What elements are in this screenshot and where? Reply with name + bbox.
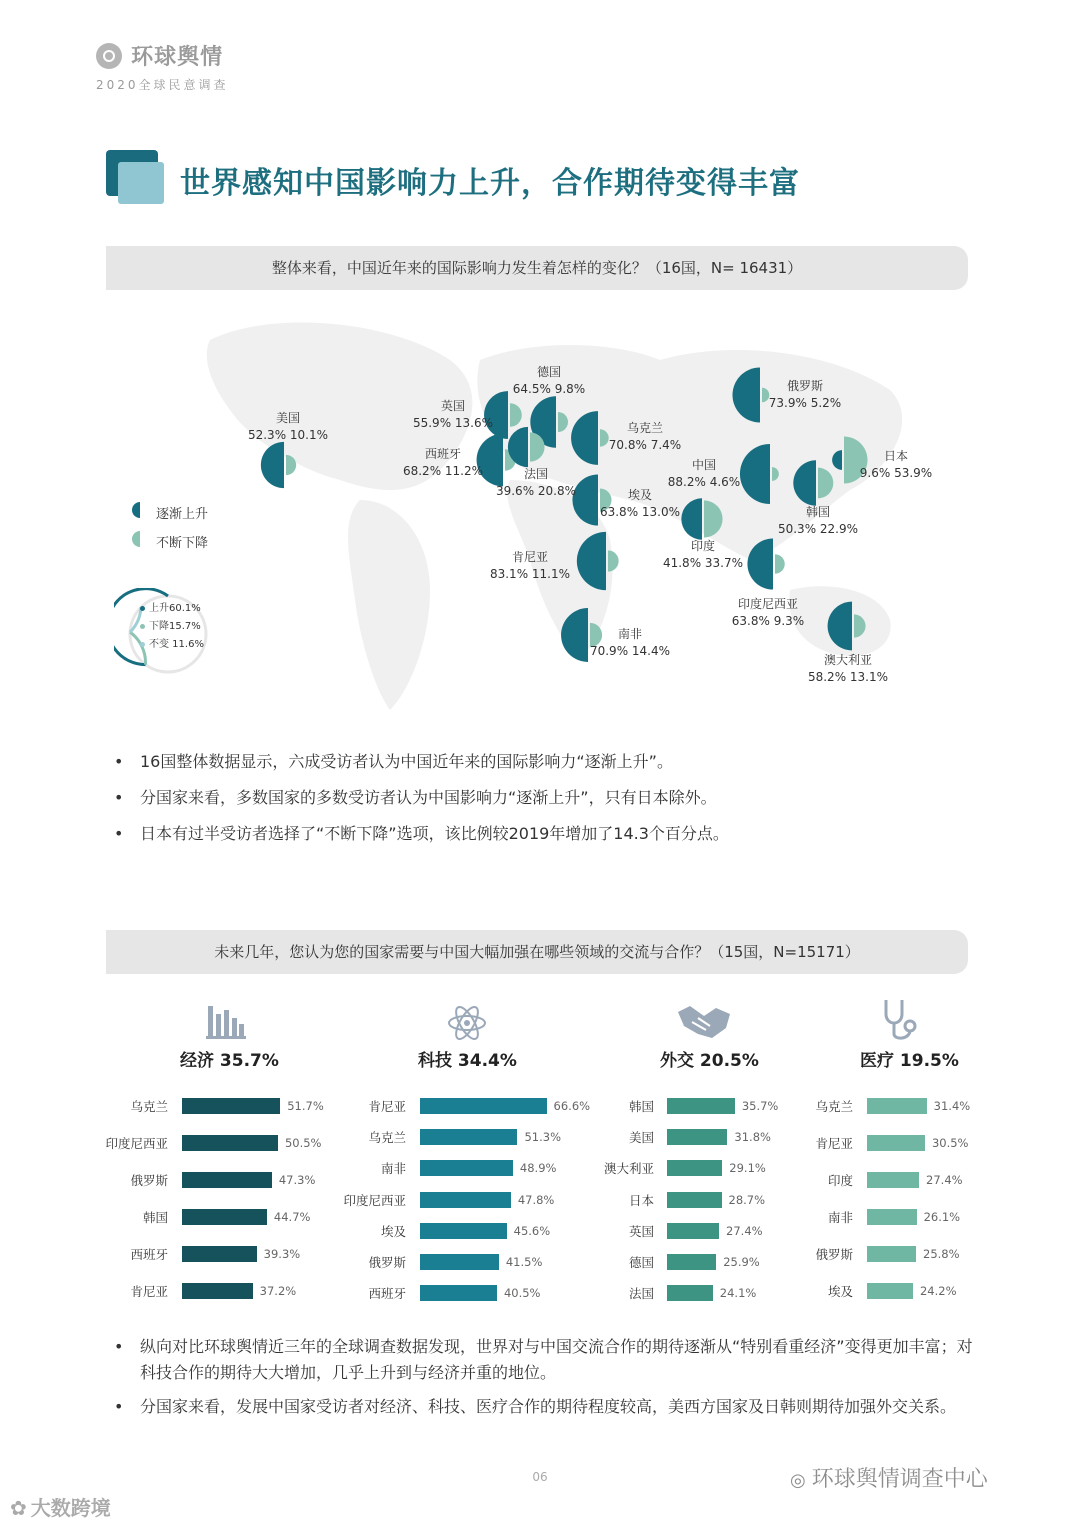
country-values: 88.2% 4.6% (667, 475, 741, 489)
bar-category-label: 印度尼西亚 (343, 1192, 406, 1208)
country-values: 63.8% 9.3% (731, 614, 805, 628)
country-values: 70.9% 14.4% (589, 644, 671, 658)
bar-category-label: 俄罗斯 (130, 1173, 168, 1188)
bar-value-label: 40.5% (503, 1286, 541, 1301)
bar-category-label: 肯尼亚 (368, 1099, 406, 1114)
country-values: 52.3% 10.1% (247, 428, 329, 442)
bar-value-label: 24.1% (719, 1286, 757, 1301)
bar-value-label: 66.6% (553, 1099, 591, 1113)
bar (667, 1160, 722, 1176)
country-values: 68.2% 11.2% (402, 464, 484, 478)
bar-category-label: 肯尼亚 (815, 1136, 853, 1151)
bar-category-label: 德国 (628, 1255, 654, 1270)
bar (867, 1209, 917, 1225)
finding-3: • 日本有过半受访者选择了“不断下降”选项，该比例较2019年增加了14.3个百分点。 (114, 816, 729, 852)
bar (420, 1098, 547, 1114)
bar-value-label: 39.3% (263, 1247, 301, 1261)
logo-text: 环球舆情 (131, 45, 224, 70)
bar-value-label: 27.4% (926, 1173, 963, 1187)
bar-category-label: 日本 (628, 1192, 654, 1208)
category-title: 科技 34.4% (418, 1051, 517, 1071)
country-values: 41.8% 33.7% (662, 556, 744, 570)
bar (420, 1129, 517, 1145)
legend-fall-label: 不断下降 (156, 536, 209, 551)
bar-value-label: 35.7% (741, 1099, 779, 1113)
bar-value-label: 51.7% (287, 1099, 324, 1113)
bar-value-label: 26.1% (923, 1210, 961, 1224)
bar (667, 1192, 722, 1208)
country-values: 83.1% 11.1% (489, 567, 571, 581)
bar-value-label: 31.4% (933, 1099, 971, 1113)
country-name: 埃及 (627, 488, 652, 502)
bar-value-label: 51.3% (524, 1130, 562, 1145)
country-values: 39.6% 20.8% (495, 484, 577, 498)
bar-category-label: 乌克兰 (815, 1099, 853, 1114)
category-title: 外交 20.5% (660, 1051, 759, 1071)
bar-value-label: 41.5% (505, 1255, 543, 1269)
question-1-banner: 整体来看，中国近年来的国际影响力发生着怎样的变化？（16国，N= 16431） (106, 246, 968, 290)
country-values: 58.2% 13.1% (807, 670, 889, 684)
corner-watermark: ✿ 大数跨境 (10, 1496, 111, 1520)
country-values: 70.8% 7.4% (608, 438, 682, 452)
bar (182, 1246, 257, 1262)
logo-subtitle: 2020全球民意调查 (96, 78, 229, 92)
question-2-banner: 未来几年，您认为您的国家需要与中国大幅加强在哪些领域的交流与合作？（15国，N=15171） (106, 930, 968, 974)
bar (867, 1098, 927, 1114)
page-number: 06 (532, 1470, 548, 1484)
country-values: 50.3% 22.9% (777, 522, 859, 536)
finding-4: • 纵向对比环球舆情近三年的全球调查数据发现，世界对与中国交流合作的期待逐渐从“特别看重经济”变得更加丰富；对科技合作的期待大大增加，几乎上升到与经济并重的地位。 (114, 1334, 980, 1386)
country-name: 澳大利亚 (823, 653, 872, 667)
bar (667, 1254, 716, 1270)
bar-category-label: 南非 (827, 1210, 853, 1225)
bar-category-label: 乌克兰 (130, 1099, 168, 1114)
finding-5: • 分国家来看，发展中国家受访者对经济、科技、医疗合作的期待程度较高，美西方国家及日韩则期待加强外交关系。 (114, 1394, 980, 1420)
legend-rise-label: 逐渐上升 (156, 507, 209, 522)
bar-category-label: 肯尼亚 (130, 1284, 168, 1299)
bar-value-label: 47.3% (278, 1173, 316, 1187)
country-name: 英国 (440, 399, 465, 413)
finding-2: • 分国家来看，多数国家的多数受访者认为中国影响力“逐渐上升”，只有日本除外。 (114, 780, 729, 816)
watermark-logo-icon: ✿ (10, 1496, 27, 1520)
wechat-icon: ◎ (790, 1470, 806, 1491)
bar-value-label: 28.7% (728, 1192, 766, 1207)
bar (182, 1098, 280, 1114)
country-name: 德国 (536, 365, 561, 379)
bar (182, 1209, 267, 1225)
country-name: 日本 (883, 449, 908, 463)
bar (420, 1192, 511, 1208)
country-name: 韩国 (805, 505, 830, 519)
findings-list-2 (114, 1334, 980, 1428)
bar-category-label: 印度尼西亚 (105, 1136, 168, 1151)
bar (867, 1283, 913, 1299)
country-name: 西班牙 (424, 447, 461, 461)
bar-value-label: 48.9% (519, 1161, 557, 1176)
country-name: 印度尼西亚 (737, 597, 798, 611)
bar (867, 1246, 916, 1262)
bar-value-label: 29.1% (729, 1161, 766, 1176)
bar (420, 1223, 507, 1239)
bar (667, 1129, 727, 1145)
bar-value-label: 25.8% (923, 1247, 960, 1261)
country-name: 法国 (523, 467, 548, 481)
bar (667, 1098, 735, 1114)
bar-category-label: 西班牙 (130, 1247, 168, 1262)
bar-category-label: 俄罗斯 (368, 1255, 406, 1270)
bar (867, 1172, 919, 1188)
finding-1: • 16国整体数据显示，六成受访者认为中国近年来的国际影响力“逐渐上升”。 (114, 744, 729, 780)
country-name: 肯尼亚 (511, 550, 548, 564)
country-name: 中国 (691, 458, 716, 472)
bar-category-label: 韩国 (142, 1210, 168, 1225)
bar (867, 1135, 925, 1151)
donut-item-same: 不变 11.6% (140, 636, 204, 654)
bar-value-label: 47.8% (517, 1192, 555, 1207)
bar-value-label: 31.8% (734, 1130, 771, 1145)
bar-value-label: 45.6% (513, 1223, 551, 1238)
bar-value-label: 50.5% (284, 1136, 322, 1150)
bar-value-label: 25.9% (723, 1255, 760, 1269)
bar-category-label: 英国 (628, 1223, 654, 1239)
country-name: 乌克兰 (626, 421, 663, 435)
bar-value-label: 30.5% (931, 1136, 969, 1150)
bar-category-label: 西班牙 (368, 1286, 406, 1302)
section-title: 世界感知中国影响力上升，合作期待变得丰富 (180, 166, 800, 201)
country-values: 63.8% 13.0% (599, 505, 681, 519)
bar-category-label: 法国 (628, 1286, 654, 1302)
bar-value-label: 27.4% (726, 1223, 763, 1238)
bar (667, 1223, 719, 1239)
bar (182, 1283, 253, 1299)
wechat-watermark: ◎ 环球舆情调查中心 (790, 1467, 988, 1492)
bar (182, 1172, 272, 1188)
bar-category-label: 埃及 (380, 1223, 406, 1239)
bar-category-label: 乌克兰 (368, 1130, 406, 1146)
bar (667, 1285, 713, 1301)
bar-value-label: 24.2% (919, 1284, 957, 1298)
bar (420, 1254, 499, 1270)
country-name: 俄罗斯 (786, 379, 823, 393)
bar-category-label: 南非 (380, 1161, 406, 1177)
bar (420, 1285, 497, 1301)
bar-category-label: 俄罗斯 (815, 1247, 853, 1262)
country-values: 55.9% 13.6% (412, 416, 494, 430)
bar-category-label: 埃及 (827, 1284, 853, 1299)
country-name: 印度 (690, 539, 715, 553)
category-title: 经济 35.7% (180, 1051, 279, 1071)
bar-category-label: 印度 (827, 1173, 853, 1188)
bar-value-label: 44.7% (273, 1210, 311, 1224)
donut-item-fall: 下降15.7% (140, 618, 204, 636)
country-name: 美国 (275, 411, 300, 425)
bar-category-label: 澳大利亚 (603, 1161, 654, 1177)
country-values: 73.9% 5.2% (768, 396, 842, 410)
country-name: 南非 (617, 627, 642, 641)
country-values: 9.6% 53.9% (859, 466, 933, 480)
country-values: 64.5% 9.8% (512, 382, 586, 396)
bar-value-label: 37.2% (259, 1284, 297, 1298)
bar (182, 1135, 278, 1151)
donut-item-rise: 上升60.1% (140, 600, 204, 618)
bar-category-label: 韩国 (628, 1099, 654, 1114)
category-title: 医疗 19.5% (860, 1051, 959, 1071)
bar-category-label: 美国 (628, 1130, 654, 1146)
bar (420, 1160, 513, 1176)
